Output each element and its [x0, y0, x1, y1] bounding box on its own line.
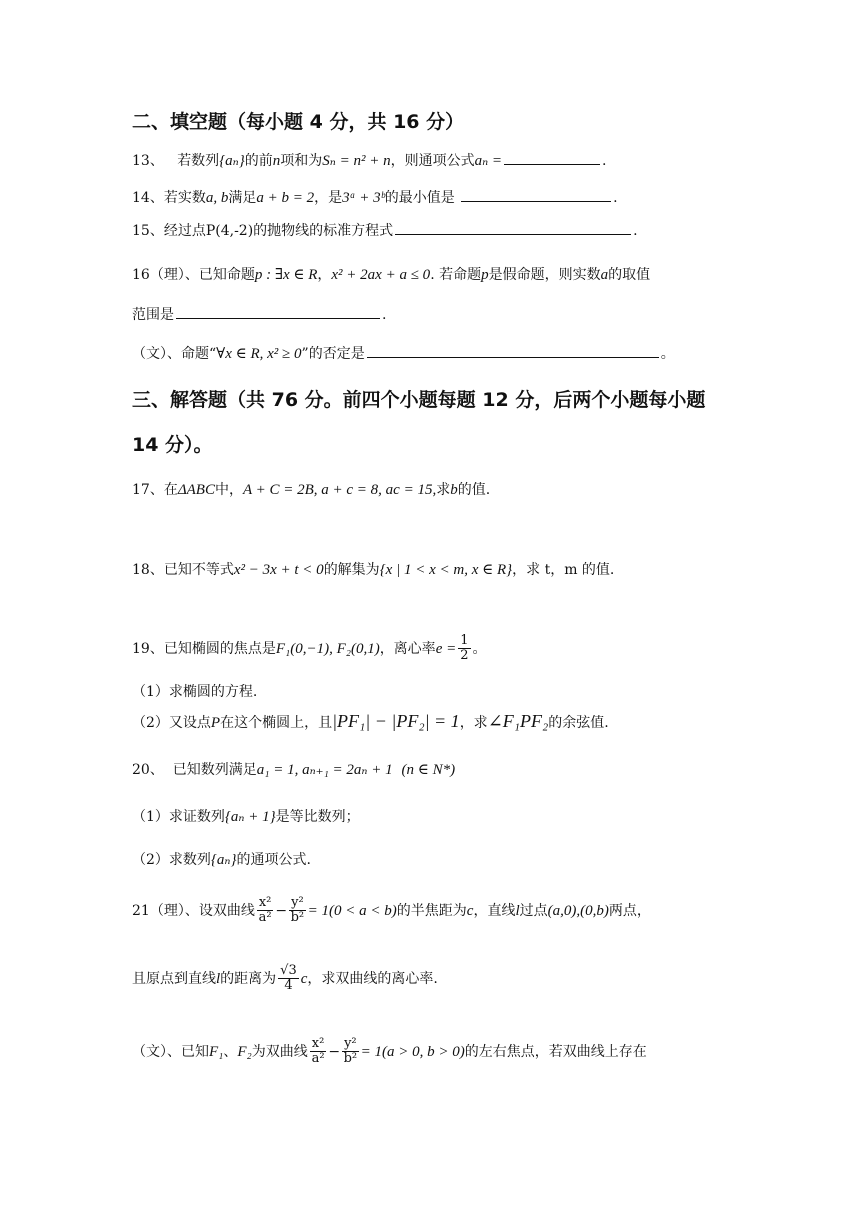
q13-text-c: 项和为 — [280, 153, 323, 169]
question-20-part-2 — [132, 849, 311, 869]
q16-text-c: 是假命题，则实数 — [488, 267, 601, 283]
question-18 — [132, 559, 614, 579]
q16w-end: 。 — [660, 346, 675, 362]
q21w-number: （文）、 — [132, 1043, 181, 1060]
q18-text-b: 的解集为 — [323, 562, 380, 578]
q19-e-numerator: 1 — [460, 633, 469, 648]
q17-text-c: 求 — [436, 482, 451, 498]
q21-text-e: 两点， — [608, 902, 651, 919]
question-19 — [132, 634, 487, 664]
q16w-text-a: 命题“ — [181, 346, 217, 362]
q18-text-a: 已知不等式 — [163, 562, 234, 578]
q19-p2-text-c: ，求 — [459, 715, 488, 731]
q18-text-c: ，求 t，m 的值. — [512, 562, 615, 578]
question-16-line-2 — [132, 304, 386, 324]
q21-x-fraction — [257, 896, 274, 926]
q19-p2-text-d: 的余弦值. — [548, 715, 609, 731]
q17-number: 17、 — [132, 482, 164, 498]
q13-end: . — [602, 153, 607, 169]
q14-vars: a, b — [205, 190, 229, 206]
q21-y2: y² — [291, 895, 304, 910]
q19-end: 。 — [472, 640, 487, 657]
q16w-stmt: ∀x ∈ R, x² ≥ 0 — [216, 346, 302, 362]
q21-distance-fraction — [278, 964, 299, 994]
question-13 — [132, 150, 607, 170]
q14-text-b: 满足 — [228, 190, 257, 206]
q16w-text-b: ”的否定是 — [301, 346, 365, 362]
q21w-minus: − — [328, 1043, 341, 1060]
q19-p2-P: P — [210, 715, 221, 731]
q21w-y2: y² — [344, 1036, 357, 1051]
q13-formula: Sₙ = n² + n — [322, 153, 391, 169]
q21w-eq: = 1(a > 0, b > 0) — [360, 1043, 465, 1060]
question-21-line-2 — [132, 964, 438, 994]
q19-p2-text-a: （2）又设点 — [132, 715, 211, 731]
q14-expr: 3ᵃ + 3ᵇ — [342, 190, 385, 206]
section-3-heading-line-2: 14 分）。 — [132, 434, 213, 456]
q21-y-fraction — [289, 896, 306, 926]
q21-line2-l: l — [216, 970, 221, 987]
q21-text-d: 过点 — [519, 902, 548, 919]
q16-line2: 范围是 — [132, 307, 174, 323]
question-20-part-1 — [132, 806, 360, 826]
q21w-x-fraction — [310, 1037, 327, 1067]
q21w-f1: F₁ — [209, 1043, 224, 1060]
q15-text-a: 经过点 — [163, 223, 206, 239]
q19-text-b: ，离心率 — [379, 640, 436, 657]
q16-sep: ， — [317, 267, 332, 283]
q14-cond: a + b = 2 — [256, 190, 315, 206]
q19-eccentricity-fraction — [458, 634, 470, 664]
q16w-answer-blank[interactable] — [367, 345, 659, 358]
q15-answer-blank[interactable] — [395, 222, 631, 235]
q13-answer-blank[interactable] — [504, 152, 600, 165]
q20-p2-text-b: 的通项公式. — [236, 852, 311, 868]
q20-p2-seq: {aₙ} — [210, 852, 237, 868]
q18-inequality: x² − 3x + t < 0 — [233, 562, 324, 578]
question-14 — [132, 187, 618, 207]
q21w-sep: 、 — [223, 1043, 238, 1060]
q21w-b2: b² — [343, 1051, 358, 1067]
q13-target: aₙ = — [474, 153, 503, 169]
q16-a: a — [600, 267, 609, 283]
q17-conditions: A + C = 2B, a + c = 8, ac = 15, — [242, 482, 437, 498]
question-21-wen — [132, 1037, 647, 1067]
q15-text-b: 的抛物线的标准方程式 — [253, 223, 394, 239]
q21-text-b: 的半焦距为 — [396, 902, 467, 919]
q21w-y-fraction — [342, 1037, 359, 1067]
q20-recurrence: a₁ = 1, aₙ₊₁ = 2aₙ + 1 — [256, 762, 393, 778]
q16-answer-blank[interactable] — [176, 306, 380, 319]
q21-points: (a,0),(0,b) — [547, 902, 609, 919]
q14-end: . — [613, 190, 618, 206]
q13-text: 若数列 — [177, 153, 220, 169]
q14-text-c: ，是 — [314, 190, 343, 206]
q16-p: p — [481, 267, 489, 283]
question-16 — [132, 264, 650, 284]
q17-triangle: ΔABC — [177, 482, 215, 498]
q14-answer-blank[interactable] — [461, 189, 611, 202]
q21-x2: x² — [258, 895, 272, 910]
q16-text-a: 已知命题 — [198, 267, 255, 283]
q13-text-b: 的前 — [244, 153, 273, 169]
question-19-part-2 — [132, 711, 609, 732]
q21-dist-c: c — [300, 970, 308, 987]
q15-end: . — [633, 223, 638, 239]
q21w-text-b: 为双曲线 — [251, 1043, 308, 1060]
question-16-wen — [132, 343, 675, 363]
q16-text-d: 的取值 — [608, 267, 651, 283]
q20-p1-text-a: （1）求证数列 — [132, 809, 225, 825]
q21-minus: − — [275, 902, 288, 919]
q21-number: 21（理）、 — [132, 902, 199, 919]
q17-b: b — [450, 482, 458, 498]
q19-p2-abs: |PF₁| − |PF₂| = 1 — [332, 711, 460, 731]
q13-text-d: ，则通项公式 — [390, 153, 475, 169]
q13-seq: {aₙ} — [219, 153, 245, 169]
q21w-a2: a² — [311, 1051, 325, 1067]
q20-number: 20、 — [132, 762, 164, 778]
q16-text-b: . 若命题 — [430, 267, 482, 283]
q13-number: 13、 — [132, 153, 164, 169]
q14-number: 14、 — [132, 190, 164, 206]
q19-p2-text-b: 在这个椭圆上，且 — [220, 715, 333, 731]
q21-text-a: 设双曲线 — [198, 902, 255, 919]
q21-line2-text-a: 且原点到直线 — [132, 970, 216, 987]
q18-set: {x | 1 < x < m, x ∈ R} — [379, 562, 513, 578]
q15-point: P(4,-2) — [205, 223, 254, 239]
q16-prop: p : ∃x ∈ R — [254, 267, 318, 283]
question-20 — [132, 759, 455, 779]
q19-e: e = — [435, 640, 457, 657]
question-19-part-1: （1）求椭圆的方程. — [132, 684, 258, 700]
q18-number: 18、 — [132, 562, 164, 578]
question-15 — [132, 220, 638, 240]
section-3-heading-line-1: 三、解答题（共 76 分。前四个小题每题 12 分，后两个小题每小题 — [132, 389, 706, 411]
q16-end: . — [382, 307, 387, 323]
q20-condition: (n ∈ N*) — [401, 762, 456, 778]
q21-dist-numerator: √3 — [280, 963, 297, 978]
q13-n: n — [272, 153, 281, 169]
q21-eq: = 1(0 < a < b) — [307, 902, 397, 919]
q21-text-c: ，直线 — [473, 902, 516, 919]
q16-ineq: x² + 2ax + a ≤ 0 — [331, 267, 431, 283]
section-2-heading: 二、填空题（每小题 4 分，共 16 分） — [132, 111, 465, 133]
q14-text-d: 的最小值是 — [384, 190, 455, 206]
q15-number: 15、 — [132, 223, 164, 239]
q19-p2-angle: ∠F₁PF₂ — [487, 711, 549, 731]
q21w-text-c: 的左右焦点，若双曲线上存在 — [464, 1043, 647, 1060]
q19-number: 19、 — [132, 640, 164, 657]
q14-text-a: 若实数 — [163, 190, 206, 206]
q20-p1-text-b: 是等比数列； — [275, 809, 360, 825]
q21-b2: b² — [290, 910, 305, 926]
q17-text-b: 中， — [214, 482, 243, 498]
question-17 — [132, 479, 490, 499]
q20-text-a: 已知数列满足 — [172, 762, 257, 778]
q20-p2-text-a: （2）求数列 — [132, 852, 211, 868]
q21-c: c — [466, 902, 474, 919]
q16w-number: （文）、 — [132, 346, 181, 362]
q21-line2-text-c: ，求双曲线的离心率. — [307, 970, 438, 987]
q21w-f2: F₂ — [237, 1043, 252, 1060]
q21-dist-denominator: 4 — [284, 978, 293, 994]
q21-line2-text-b: 的距离为 — [220, 970, 277, 987]
q19-foci: F₁(0,−1), F₂(0,1) — [275, 640, 380, 657]
q21w-x2: x² — [311, 1036, 325, 1051]
q20-p1-seq: {aₙ + 1} — [224, 809, 276, 825]
q17-text-a: 在 — [163, 482, 178, 498]
q19-e-denominator: 2 — [460, 648, 469, 664]
question-21 — [132, 896, 651, 926]
q21w-text-a: 已知 — [181, 1043, 209, 1060]
q21-a2: a² — [258, 910, 272, 926]
q19-text-a: 已知椭圆的焦点是 — [163, 640, 276, 657]
q17-text-d: 的值. — [457, 482, 491, 498]
q16-number: 16（理）、 — [132, 267, 199, 283]
q21-l: l — [515, 902, 520, 919]
